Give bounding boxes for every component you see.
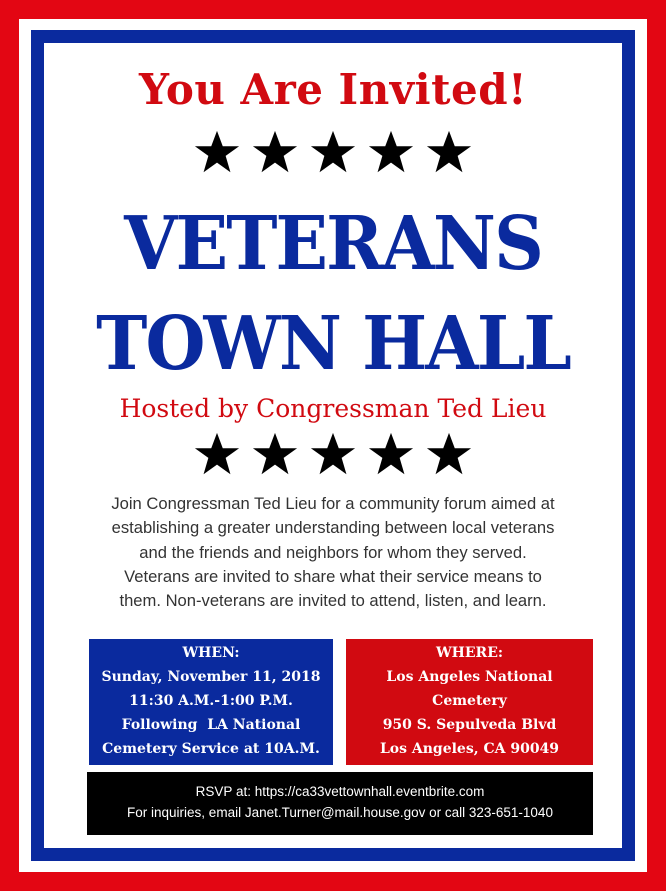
event-name-line1: VETERANS: [124, 201, 542, 287]
when-heading: WHEN:: [182, 645, 240, 661]
star-icon: [251, 431, 299, 479]
when-line: Sunday, November 11, 2018: [101, 669, 321, 685]
star-icon: [193, 129, 241, 177]
star-icon: [309, 431, 357, 479]
star-row-bottom: [44, 431, 622, 484]
star-icon: [367, 129, 415, 177]
star-icon: [367, 431, 415, 479]
star-icon: [425, 431, 473, 479]
flyer-content: [44, 43, 622, 848]
invite-title: You Are Invited!: [138, 65, 528, 114]
event-description: [64, 492, 602, 613]
when-line: Following LA National: [121, 717, 301, 733]
when-box: [89, 639, 333, 765]
star-icon: [251, 129, 299, 177]
where-line: 950 S. Sepulveda Blvd: [382, 717, 557, 733]
where-box: [346, 639, 593, 765]
star-row-top: [44, 129, 622, 182]
where-line: Los Angeles, CA 90049: [379, 741, 560, 757]
description-line: and the friends and neighbors for whom they served.: [139, 542, 527, 562]
event-name-line2: TOWN HALL: [96, 301, 570, 387]
description-line: them. Non-veterans are invited to attend, listen, and learn.: [119, 591, 547, 611]
when-line: 11:30 A.M.-1:00 P.M.: [129, 693, 293, 709]
description-line: Veterans are invited to share what their service means to: [124, 566, 542, 586]
description-line: Join Congressman Ted Lieu for a community forum aimed at: [111, 494, 555, 513]
where-line: Cemetery: [432, 693, 507, 709]
star-icon: [193, 431, 241, 479]
description-line: establishing a greater understanding between local veterans: [111, 518, 555, 538]
rsvp-box: [87, 772, 593, 835]
rsvp-link[interactable]: RSVP at: https://ca33vettownhall.eventbrite.com: [195, 784, 485, 799]
where-heading: WHERE:: [435, 645, 504, 661]
star-icon: [309, 129, 357, 177]
where-line: Los Angeles National: [386, 669, 553, 685]
inquiries-contact: For inquiries, email Janet.Turner@mail.house.gov or call 323-651-1040: [127, 805, 553, 820]
star-icon: [425, 129, 473, 177]
when-line: Cemetery Service at 10A.M.: [102, 741, 320, 757]
hosted-by: Hosted by Congressman Ted Lieu: [119, 394, 547, 423]
